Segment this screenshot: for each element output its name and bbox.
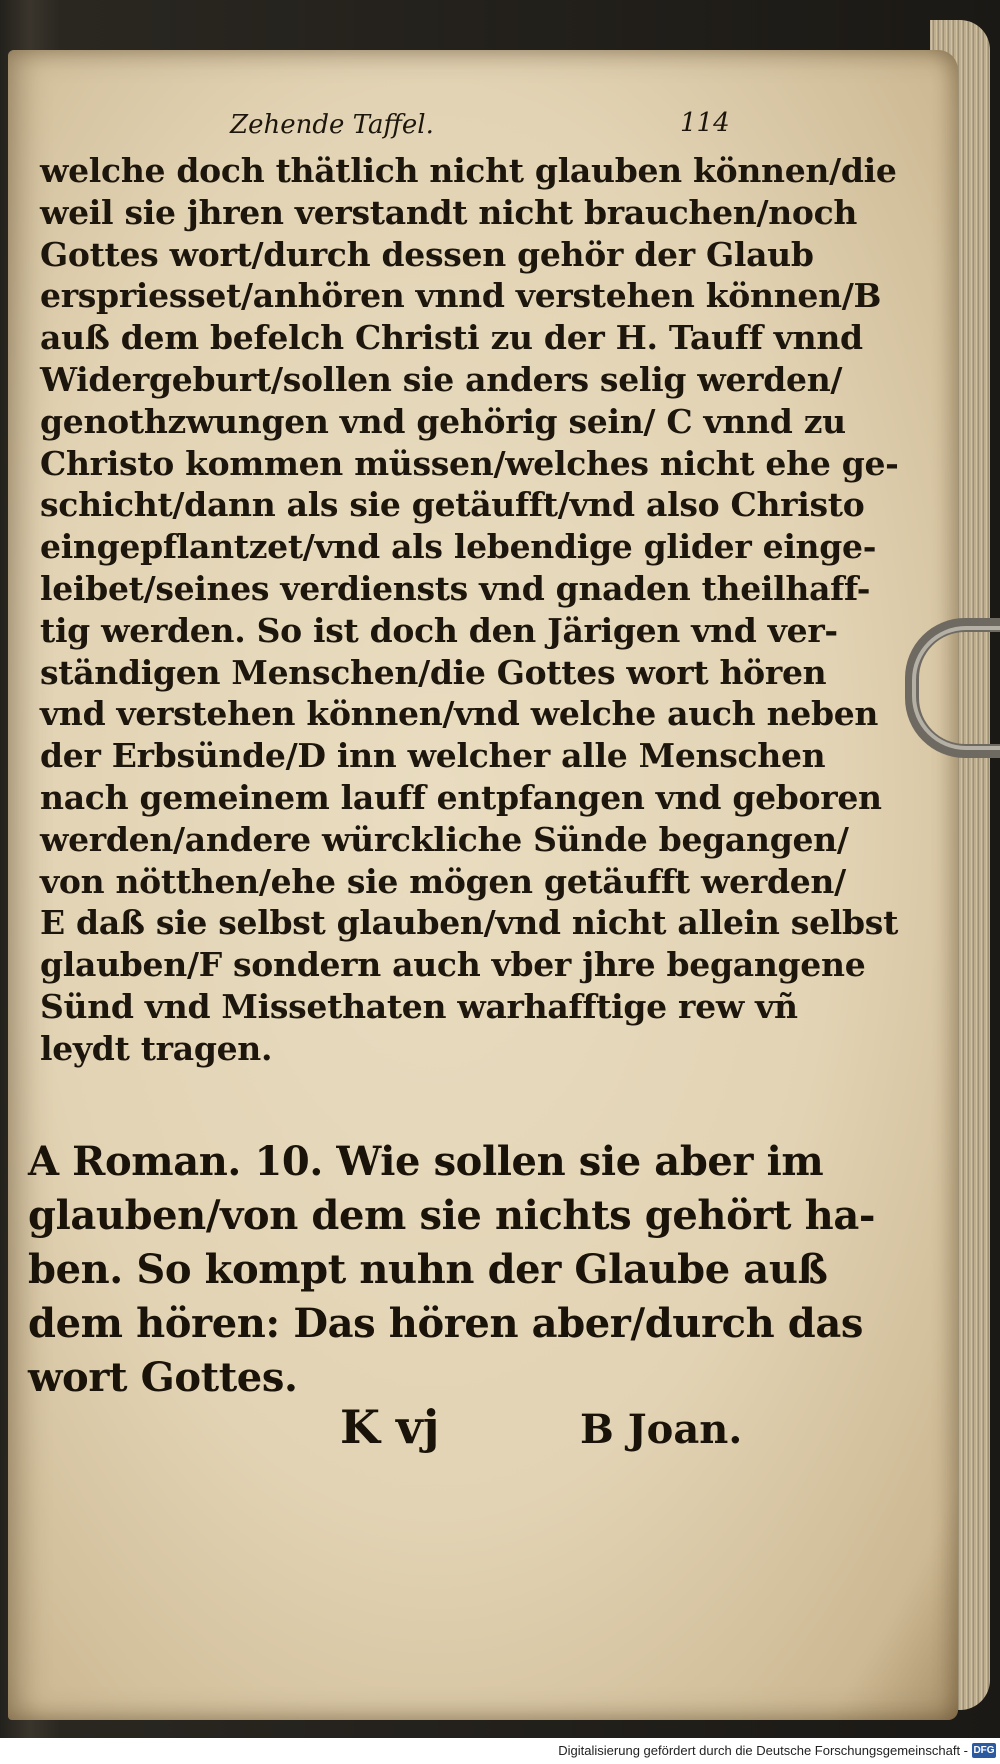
credit-text: Digitalisierung gefördert durch die Deutsche Forschungsgemeinschaft -	[558, 1743, 968, 1758]
note-line: wort Gottes.	[28, 1354, 298, 1401]
note-line: glauben/von dem sie nichts gehört ha-	[28, 1192, 876, 1239]
text-line: Christo kommen müssen/welches nicht ehe ge-	[40, 443, 899, 483]
text-line: der Erbsünde/D inn welcher alle Menschen	[40, 736, 826, 776]
text-line: ständigen Menschen/die Gottes wort hören	[40, 652, 827, 692]
note-line: ben. So kompt nuhn der Glaube auß	[28, 1246, 828, 1293]
credit-bar	[0, 1738, 1000, 1764]
text-line: Sünd vnd Missethaten warhafftige rew vñ	[40, 986, 798, 1026]
signature-mark: K vj	[340, 1400, 440, 1454]
text-line: werden/andere würckliche Sünde begangen/	[40, 819, 849, 859]
text-line: vnd verstehen können/vnd welche auch neben	[40, 694, 879, 734]
text-line: schicht/dann als sie getäufft/vnd also Christo	[40, 485, 865, 525]
text-line: eingepflantzet/vnd als lebendige glider einge-	[40, 527, 877, 567]
text-line: weil sie jhren verstandt nicht brauchen/noch	[40, 192, 858, 232]
catchword: B Joan.	[580, 1406, 743, 1453]
text-line: erspriesset/anhören vnnd verstehen können/B	[40, 276, 882, 316]
text-line: Widergeburt/sollen sie anders selig werden/	[40, 359, 843, 399]
text-line: leydt tragen.	[40, 1028, 273, 1068]
note-line: dem hören: Das hören aber/durch das	[28, 1300, 863, 1347]
page-header	[40, 110, 790, 150]
running-head: Zehende Taffel.	[230, 110, 434, 140]
text-line: glauben/F sondern auch vber jhre begangene	[40, 945, 866, 985]
text-line: von nötthen/ehe sie mögen getäufft werden/	[40, 861, 846, 901]
text-line: tig werden. So ist doch den Järigen vnd ver-	[40, 610, 838, 650]
text-line: Gottes wort/durch dessen gehör der Glaub	[40, 234, 814, 274]
text-line: auß dem befelch Christi zu der H. Tauff vnnd	[40, 318, 863, 358]
main-text	[40, 108, 899, 1070]
note-line: A Roman. 10. Wie sollen sie aber im	[28, 1138, 824, 1185]
book-clasp-highlight	[912, 626, 1000, 750]
text-line: E daß sie selbst glauben/vnd nicht allein selbst	[40, 903, 899, 943]
text-line: welche doch thätlich nicht glauben können/die	[40, 151, 897, 190]
page-number: 114	[680, 108, 730, 138]
dfg-logo-icon: DFG	[973, 1745, 995, 1756]
text-line: leibet/seines verdiensts vnd gnaden theilhaff-	[40, 568, 871, 608]
text-line: nach gemeinem lauff entpfangen vnd geboren	[40, 777, 882, 817]
page-footer	[340, 1400, 760, 1460]
text-line: genothzwungen vnd gehörig sein/ C vnnd zu	[40, 401, 846, 441]
marginal-note	[28, 1135, 876, 1405]
